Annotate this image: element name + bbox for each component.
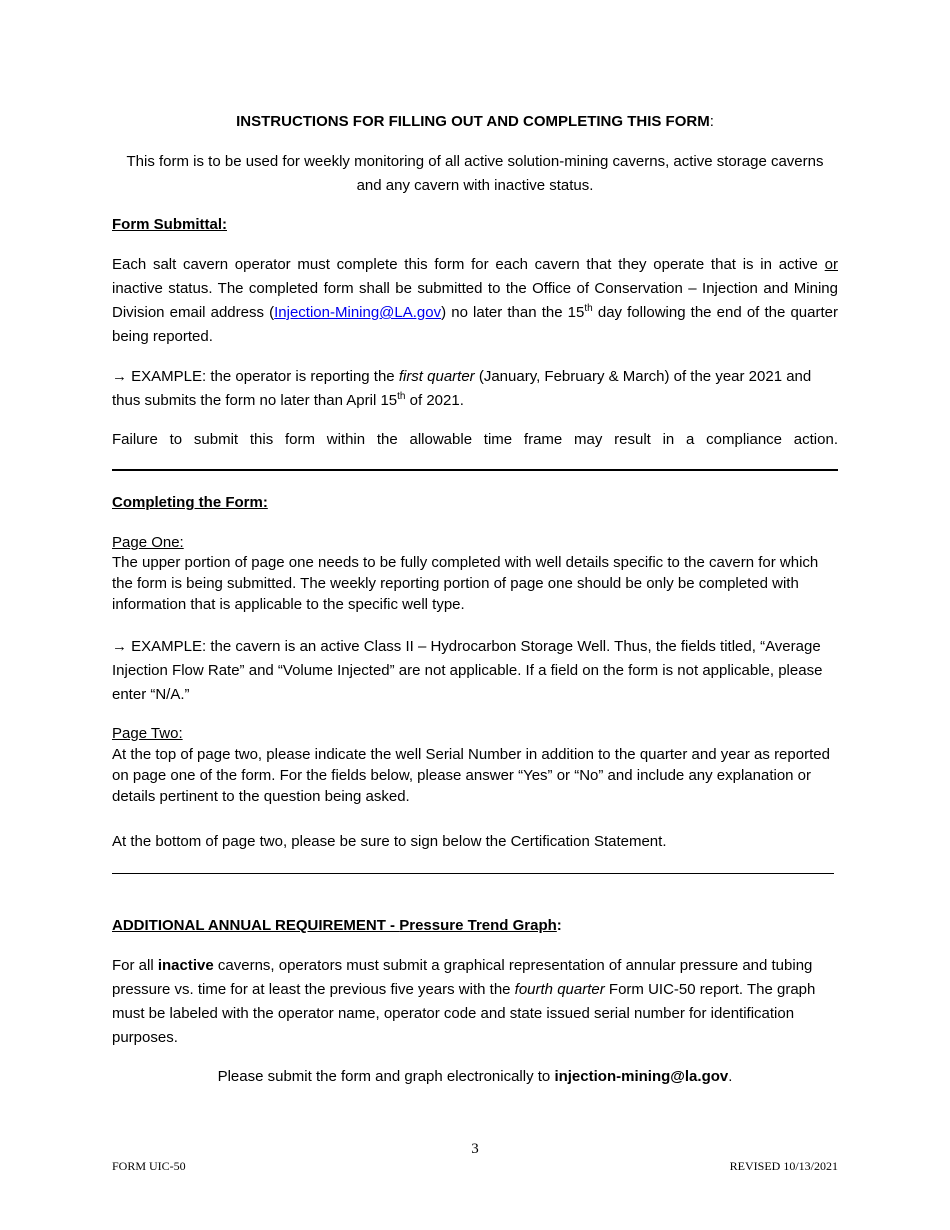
- submit-email: injection-mining@la.gov: [554, 1068, 729, 1085]
- submit-instruction: Please submit the form and graph electronically to injection-mining@la.gov.: [217, 1068, 733, 1085]
- form-submittal-heading: Form Submittal:: [112, 216, 227, 233]
- page-two-text: At the top of page two, please indicate the well Serial Number in addition to the quarter and year as reported on page one of the form. For the fields below, please answer “Yes” or “No” and include any explanation or details pertinent to the question being asked.: [112, 746, 830, 805]
- section-divider: [112, 469, 838, 471]
- submittal-paragraph: Each salt cavern operator must complete this form for each cavern that they operate that is in active or inactive status. The completed form shall be submitted to the Office of Conservation – Injection and Mining Division email address (Injection-Mining@LA.gov) no later than the 15th day following the end of the quarter being reported.: [112, 256, 838, 345]
- intro-paragraph: This form is to be used for weekly monitoring of all active solution-mining caverns, active storage caverns and any cavern with inactive status.: [126, 153, 824, 194]
- annual-heading: ADDITIONAL ANNUAL REQUIREMENT - Pressure Trend Graph:: [112, 917, 562, 934]
- page-two-label: Page Two:: [112, 725, 183, 742]
- footer-revised-date: REVISED 10/13/2021: [729, 1159, 838, 1173]
- signature-note: At the bottom of page two, please be sure to sign below the Certification Statement.: [112, 833, 667, 850]
- submittal-example: → EXAMPLE: the operator is reporting the first quarter (January, February & March) of the year 2021 and thus submits the form no later than April 15th of 2021.: [112, 368, 812, 409]
- title-colon: :: [709, 113, 714, 130]
- page-title: [112, 110, 838, 134]
- annual-paragraph: For all inactive caverns, operators must submit a graphical representation of annular pressure and tubing pressure vs. time for at least the previous five years with the fourth quarter Form UIC-50 report. The graph must be labeled with the operator name, operator code and state issued serial number for identification purposes.: [112, 957, 816, 1046]
- title-text: INSTRUCTIONS FOR FILLING OUT AND COMPLETING THIS FORM: [236, 113, 710, 130]
- page-number: 3: [471, 1141, 479, 1157]
- footer-form-id: FORM UIC-50: [112, 1159, 186, 1173]
- completing-heading: Completing the Form:: [112, 494, 268, 511]
- page-one-text: The upper portion of page one needs to be fully completed with well details specific to the cavern for which the form is being submitted. The weekly reporting portion of page one should be only be completed with information that is applicable to the specific well type.: [112, 554, 819, 613]
- or-emphasis: or: [824, 256, 838, 273]
- page-one-label: Page One:: [112, 534, 184, 551]
- email-link[interactable]: Injection-Mining@LA.gov: [274, 304, 442, 321]
- page-one-example: → EXAMPLE: the cavern is an active Class II – Hydrocarbon Storage Well. Thus, the fields titled, “Average Injection Flow Rate” and “Volume Injected” are not applicable. If a field on the form is not applicable, please enter “N/A.”: [112, 638, 823, 703]
- document-page: [112, 0, 838, 1230]
- section-divider-thin: [112, 873, 834, 874]
- failure-statement: Failure to submit this form within the allowable time frame may result in a compliance action.: [112, 431, 838, 448]
